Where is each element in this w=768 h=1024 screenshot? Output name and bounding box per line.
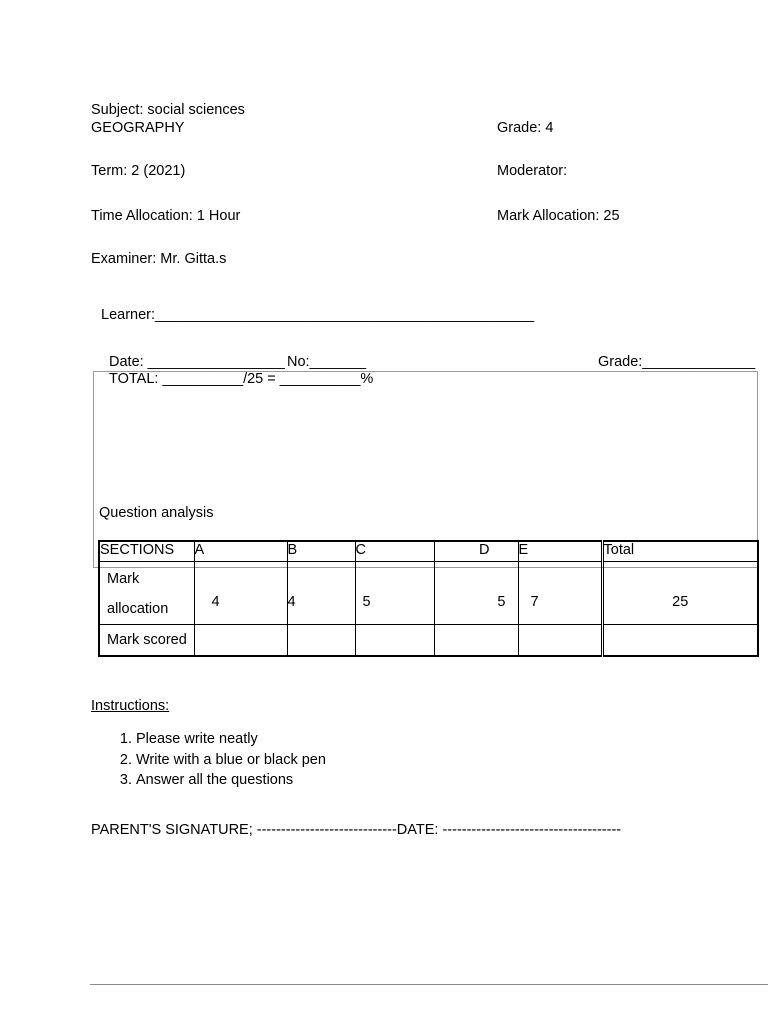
question-analysis-table: [98, 540, 759, 657]
mark-value-d: 5: [434, 562, 518, 625]
table-header-cell: A: [194, 541, 287, 562]
mark-scored-a[interactable]: [194, 625, 287, 657]
mark-scored-total[interactable]: [602, 625, 758, 657]
table-header-cell: C: [355, 541, 434, 562]
list-item: 1. Please write neatly: [136, 729, 326, 750]
learner-field[interactable]: Learner:_______________________________________________: [101, 307, 535, 323]
moderator-label: Moderator:: [497, 163, 568, 179]
mark-value-a: 4: [194, 562, 287, 625]
mark-scored-e[interactable]: [518, 625, 602, 657]
mark-value-e: 7: [518, 562, 602, 625]
list-item: 3. Answer all the questions: [136, 770, 326, 791]
subject-label: Subject: social sciences: [91, 102, 245, 118]
total-field[interactable]: TOTAL: __________/25 = __________%: [109, 371, 374, 387]
results-frame: [93, 371, 758, 568]
date-field[interactable]: Date: _________________: [109, 354, 285, 370]
term-label: Term: 2 (2021): [91, 163, 186, 179]
mark-value-b: 4: [287, 562, 355, 625]
list-item: 2. Write with a blue or black pen: [136, 750, 326, 771]
table-row: [99, 625, 758, 657]
instructions-list: [112, 729, 326, 791]
table-header-cell: B: [287, 541, 355, 562]
parent-signature-line[interactable]: PARENT'S SIGNATURE; -----------------------------DATE: -------------------------------------: [91, 822, 622, 838]
subject-name: GEOGRAPHY: [91, 120, 185, 136]
mark-allocation-label-cell: [99, 562, 194, 625]
examiner-label: Examiner: Mr. Gitta.s: [91, 251, 227, 267]
time-allocation-label: Time Allocation: 1 Hour: [91, 208, 241, 224]
table-header-cell: Total: [602, 541, 758, 562]
mark-label-line2: allocation: [107, 601, 169, 617]
mark-scored-c[interactable]: [355, 625, 434, 657]
mark-scored-b[interactable]: [287, 625, 355, 657]
table-row: [99, 562, 758, 625]
mark-scored-d[interactable]: [434, 625, 518, 657]
mark-value-c: 5: [355, 562, 434, 625]
table-header-cell: D: [434, 541, 518, 562]
table-header-row: [99, 541, 758, 562]
mark-scored-label-cell: Mark scored: [99, 625, 194, 657]
table-header-cell: E: [518, 541, 602, 562]
instructions-title: Instructions:: [91, 698, 170, 714]
grade-label: Grade: 4: [497, 120, 554, 136]
number-field[interactable]: No:_______: [287, 354, 367, 370]
question-analysis-title: Question analysis: [99, 505, 214, 521]
mark-value-total: 25: [602, 562, 758, 625]
mark-allocation-label: Mark Allocation: 25: [497, 208, 620, 224]
learner-grade-field[interactable]: Grade:______________: [598, 354, 756, 370]
mark-label-line1: Mark: [107, 571, 140, 587]
footer-divider: [90, 984, 768, 985]
table-header-cell: SECTIONS: [99, 541, 194, 562]
